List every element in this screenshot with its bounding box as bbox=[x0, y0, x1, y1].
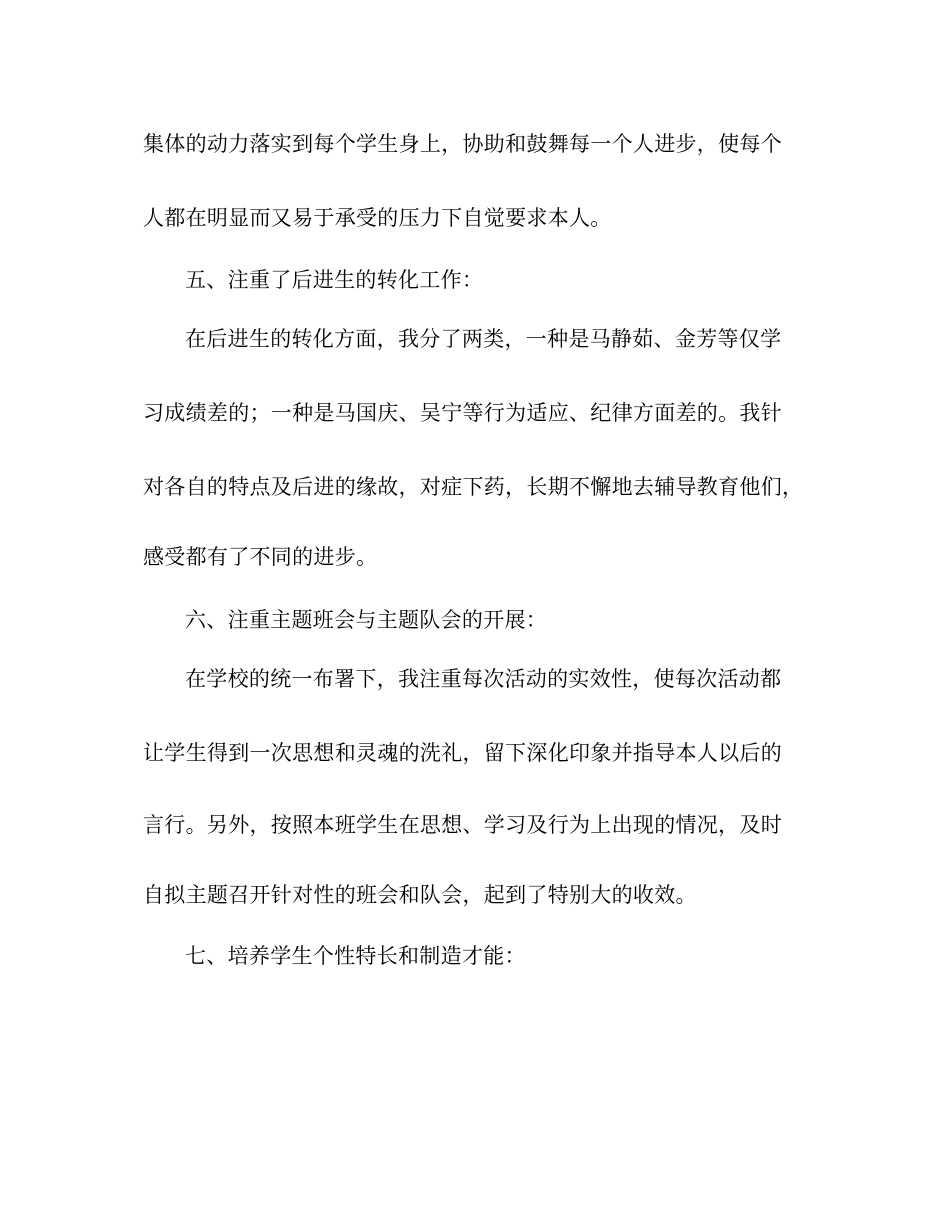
paragraph-line-1: 集体的动力落实到每个学生身上，协助和鼓舞每一个人进步，使每个 bbox=[143, 132, 782, 156]
section-heading-6: 六、注重主题班会与主题队会的开展： bbox=[185, 608, 548, 632]
paragraph-line-9: 言行。另外，按照本班学生在思想、学习及行为上出现的情况，及时 bbox=[143, 813, 782, 837]
paragraph-line-4: 习成绩差的；一种是马国庆、吴宁等行为适应、纪律方面差的。我针 bbox=[143, 401, 782, 425]
paragraph-line-5: 对各自的特点及后进的缘故，对症下药，长期不懈地去辅导教育他们， bbox=[143, 475, 804, 499]
paragraph-line-2: 人都在明显而又易于承受的压力下自觉要求本人。 bbox=[143, 206, 612, 230]
paragraph-line-10: 自拟主题召开针对性的班会和队会，起到了特别大的收效。 bbox=[143, 883, 697, 907]
section-heading-7: 七、培养学生个性特长和制造才能： bbox=[185, 944, 526, 968]
section-heading-5: 五、注重了后进生的转化工作： bbox=[185, 268, 484, 292]
paragraph-line-8: 让学生得到一次思想和灵魂的洗礼，留下深化印象并指导本人以后的 bbox=[143, 741, 782, 765]
paragraph-line-7: 在学校的统一布署下，我注重每次活动的实效性，使每次活动都 bbox=[185, 667, 782, 691]
paragraph-line-6: 感受都有了不同的进步。 bbox=[143, 545, 378, 569]
paragraph-line-3: 在后进生的转化方面，我分了两类，一种是马静茹、金芳等仅学 bbox=[185, 327, 782, 351]
